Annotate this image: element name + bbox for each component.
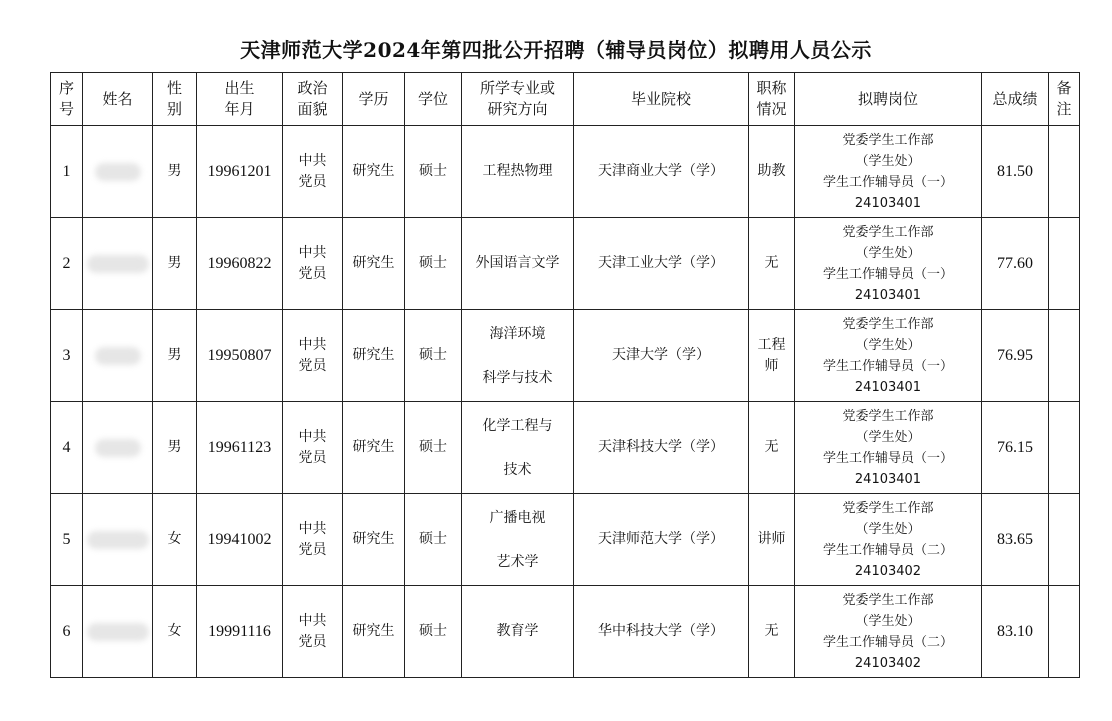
header-degree: 学位 bbox=[405, 73, 462, 126]
cell-birth: 19950807 bbox=[197, 310, 283, 402]
page-title: 天津师范大学2024年第四批公开招聘（辅导员岗位）拟聘用人员公示 bbox=[240, 38, 872, 62]
cell-politics: 中共 党员 bbox=[283, 494, 343, 586]
cell-score: 76.15 bbox=[982, 402, 1049, 494]
header-gender: 性 别 bbox=[153, 73, 197, 126]
cell-remark bbox=[1049, 310, 1080, 402]
cell-score: 77.60 bbox=[982, 218, 1049, 310]
header-name: 姓名 bbox=[83, 73, 153, 126]
header-birth: 出生 年月 bbox=[197, 73, 283, 126]
cell-school: 天津商业大学（学） bbox=[574, 126, 749, 218]
cell-gender: 男 bbox=[153, 402, 197, 494]
cell-education: 研究生 bbox=[343, 494, 405, 586]
cell-title-rank: 无 bbox=[749, 402, 795, 494]
cell-politics: 中共 党员 bbox=[283, 586, 343, 678]
cell-degree: 硕士 bbox=[405, 402, 462, 494]
cell-score: 83.65 bbox=[982, 494, 1049, 586]
cell-politics: 中共 党员 bbox=[283, 310, 343, 402]
cell-school: 天津工业大学（学） bbox=[574, 218, 749, 310]
cell-score: 81.50 bbox=[982, 126, 1049, 218]
cell-school: 天津科技大学（学） bbox=[574, 402, 749, 494]
cell-degree: 硕士 bbox=[405, 218, 462, 310]
cell-name bbox=[83, 586, 153, 678]
cell-gender: 女 bbox=[153, 494, 197, 586]
cell-birth: 19941002 bbox=[197, 494, 283, 586]
cell-remark bbox=[1049, 218, 1080, 310]
cell-education: 研究生 bbox=[343, 126, 405, 218]
header-education: 学历 bbox=[343, 73, 405, 126]
header-row bbox=[51, 73, 1080, 126]
header-position: 拟聘岗位 bbox=[795, 73, 982, 126]
cell-education: 研究生 bbox=[343, 402, 405, 494]
cell-education: 研究生 bbox=[343, 218, 405, 310]
cell-gender: 男 bbox=[153, 218, 197, 310]
redacted-name bbox=[95, 347, 141, 365]
cell-politics: 中共 党员 bbox=[283, 218, 343, 310]
cell-name bbox=[83, 126, 153, 218]
cell-remark bbox=[1049, 402, 1080, 494]
cell-seq: 2 bbox=[51, 218, 83, 310]
cell-name bbox=[83, 494, 153, 586]
cell-title-rank: 讲师 bbox=[749, 494, 795, 586]
cell-remark bbox=[1049, 494, 1080, 586]
cell-gender: 女 bbox=[153, 586, 197, 678]
cell-birth: 19960822 bbox=[197, 218, 283, 310]
cell-seq: 5 bbox=[51, 494, 83, 586]
cell-education: 研究生 bbox=[343, 310, 405, 402]
cell-title-rank: 无 bbox=[749, 218, 795, 310]
cell-school: 天津大学（学） bbox=[574, 310, 749, 402]
header-school: 毕业院校 bbox=[574, 73, 749, 126]
cell-gender: 男 bbox=[153, 126, 197, 218]
cell-position: 党委学生工作部 （学生处） 学生工作辅导员（一） 24103401 bbox=[795, 402, 982, 494]
cell-degree: 硕士 bbox=[405, 126, 462, 218]
cell-major: 化学工程与 技术 bbox=[462, 402, 574, 494]
redacted-name bbox=[87, 531, 149, 549]
header-score: 总成绩 bbox=[982, 73, 1049, 126]
cell-school: 天津师范大学（学） bbox=[574, 494, 749, 586]
redacted-name bbox=[87, 623, 149, 641]
cell-degree: 硕士 bbox=[405, 494, 462, 586]
cell-position: 党委学生工作部 （学生处） 学生工作辅导员（二） 24103402 bbox=[795, 586, 982, 678]
redacted-name bbox=[95, 163, 141, 181]
cell-title-rank: 助教 bbox=[749, 126, 795, 218]
cell-name bbox=[83, 218, 153, 310]
table-row bbox=[51, 310, 1080, 402]
cell-title-rank: 工程 师 bbox=[749, 310, 795, 402]
cell-school: 华中科技大学（学） bbox=[574, 586, 749, 678]
table-row bbox=[51, 218, 1080, 310]
cell-seq: 6 bbox=[51, 586, 83, 678]
cell-birth: 19961123 bbox=[197, 402, 283, 494]
table-row bbox=[51, 494, 1080, 586]
header-major: 所学专业或 研究方向 bbox=[462, 73, 574, 126]
cell-position: 党委学生工作部 （学生处） 学生工作辅导员（一） 24103401 bbox=[795, 126, 982, 218]
cell-score: 76.95 bbox=[982, 310, 1049, 402]
table-row bbox=[51, 586, 1080, 678]
cell-education: 研究生 bbox=[343, 586, 405, 678]
cell-position: 党委学生工作部 （学生处） 学生工作辅导员（一） 24103401 bbox=[795, 310, 982, 402]
header-title-rank: 职称 情况 bbox=[749, 73, 795, 126]
cell-seq: 4 bbox=[51, 402, 83, 494]
cell-birth: 19961201 bbox=[197, 126, 283, 218]
cell-major: 工程热物理 bbox=[462, 126, 574, 218]
header-seq: 序 号 bbox=[51, 73, 83, 126]
cell-position: 党委学生工作部 （学生处） 学生工作辅导员（一） 24103401 bbox=[795, 218, 982, 310]
cell-major: 外国语言文学 bbox=[462, 218, 574, 310]
cell-major: 教育学 bbox=[462, 586, 574, 678]
cell-gender: 男 bbox=[153, 310, 197, 402]
redacted-name bbox=[95, 439, 141, 457]
cell-remark bbox=[1049, 586, 1080, 678]
table-row bbox=[51, 126, 1080, 218]
cell-degree: 硕士 bbox=[405, 586, 462, 678]
cell-birth: 19991116 bbox=[197, 586, 283, 678]
cell-major: 广播电视 艺术学 bbox=[462, 494, 574, 586]
table-row bbox=[51, 402, 1080, 494]
cell-seq: 3 bbox=[51, 310, 83, 402]
candidates-table bbox=[50, 72, 1080, 678]
cell-position: 党委学生工作部 （学生处） 学生工作辅导员（二） 24103402 bbox=[795, 494, 982, 586]
table-body bbox=[51, 126, 1080, 678]
cell-remark bbox=[1049, 126, 1080, 218]
cell-seq: 1 bbox=[51, 126, 83, 218]
cell-name bbox=[83, 402, 153, 494]
header-remark: 备 注 bbox=[1049, 73, 1080, 126]
cell-politics: 中共 党员 bbox=[283, 126, 343, 218]
cell-politics: 中共 党员 bbox=[283, 402, 343, 494]
header-politics: 政治 面貌 bbox=[283, 73, 343, 126]
cell-major: 海洋环境 科学与技术 bbox=[462, 310, 574, 402]
cell-score: 83.10 bbox=[982, 586, 1049, 678]
cell-name bbox=[83, 310, 153, 402]
cell-title-rank: 无 bbox=[749, 586, 795, 678]
cell-degree: 硕士 bbox=[405, 310, 462, 402]
redacted-name bbox=[87, 255, 149, 273]
